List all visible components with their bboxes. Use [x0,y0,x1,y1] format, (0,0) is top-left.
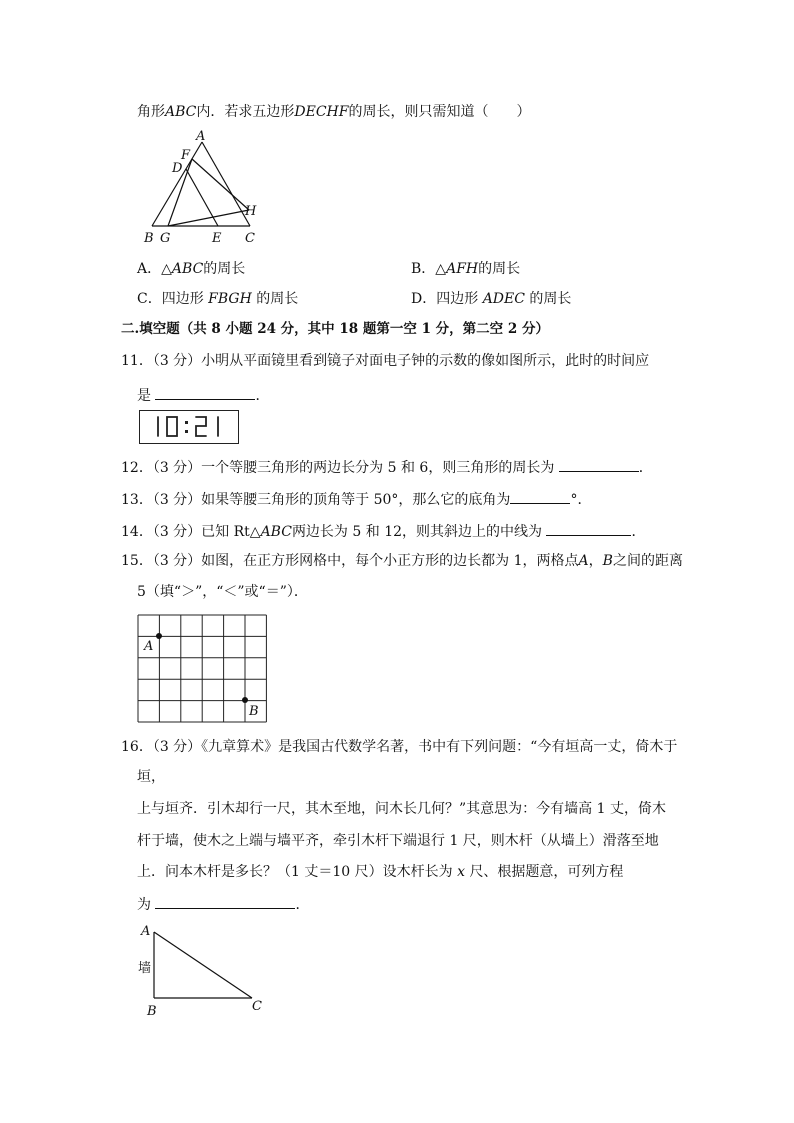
line-FH [192,159,249,210]
wall-label-text: 墙 [138,961,152,976]
q16-line4: 杆于墙，使木之上端与墙平齐，牵引木杆下端退行 1 尺，则木杆（从墙上）滑落至地 [137,833,659,849]
clock-digits [140,411,237,442]
clock-colon-bottom [185,430,188,433]
q16-answer-blank[interactable] [155,894,295,909]
fig-label-b: B [144,231,154,246]
q11-answer-blank[interactable] [155,385,255,400]
line-GH [168,210,249,226]
q16-line2: 垣， [137,769,165,785]
q16-wall-figure [134,920,274,1020]
grid-label-b: B [249,704,259,719]
mirror-clock-display [139,410,239,444]
q10-triangle-figure [136,128,266,250]
q10-stem-tri: ABC [165,104,197,120]
q10-stem-post: 的周长，则只需知道（ ） [348,104,531,120]
q16-line5: 上．问本木杆是多长？（1 丈＝10 尺）设木杆长为 x 尺、根据题意，可列方程 [137,864,624,880]
grid-point-a [156,633,162,639]
q12-line: 12．（3 分）一个等腰三角形的两边长分为 5 和 6，则三角形的周长为 ． [121,457,653,477]
q15-line2: 5（填“＞”，“＜”或“＝”）． [137,584,308,600]
q10-stem-mid: 内．若求五边形 [196,104,295,120]
q11-line2: 是 ． [137,385,269,405]
clock-digit-0 [167,417,177,436]
q10-option-b[interactable]: B．△AFH的周长 [411,261,521,277]
q14-line: 14．（3 分）已知 Rt△ABC两边长为 5 和 12，则其斜边上的中线为 ． [121,521,645,541]
q10-stem-pre: 角形 [137,104,165,120]
q15-line1: 15．（3 分）如图，在正方形网格中，每个小正方形的边长都为 1，两格点A，B之间的距离 [121,553,683,569]
grid-point-b [242,697,248,703]
fig-label-g: G [160,231,171,246]
fig-label-d: D [172,161,183,176]
q16-line3: 上与垣齐．引木却行一尺，其木至地，问木长几何？”其意思为：今有墙高 1 丈，倚木 [137,801,666,817]
wall-label-a: A [141,924,151,939]
q13-line: 13．（3 分）如果等腰三角形的顶角等于 50°，那么它的底角为 °． [121,489,591,509]
clock-display-text [237,411,238,412]
q16-line1: 16．（3 分）《九章算术》是我国古代数学名著，书中有下列问题：“今有垣高一丈，倚木于 [121,739,678,755]
line-AC [202,142,250,226]
q10-stem-pent: DECHF [294,104,349,120]
q11-line1: 11．（3 分）小明从平面镜里看到镜子对面电子钟的示数的像如图所示，此时的时间应 [121,353,650,369]
grid-label-a: A [144,639,154,654]
fig-label-h: H [245,204,257,219]
wall-label-b: B [147,1004,157,1019]
q16-line6: 为 ． [137,894,309,914]
q10-option-d[interactable]: D．四边形 ADEC 的周长 [411,291,572,307]
fig-label-a: A [196,129,206,144]
wall-label-c: C [252,999,262,1014]
q10-stem [137,103,530,121]
q15-grid-figure [137,614,269,724]
fig-label-c: C [245,231,255,246]
section-2-title: 二.填空题（共 8 小题 24 分，其中 18 题第一空 1 分，第二空 2 分） [121,321,549,337]
fig-label-e: E [212,231,222,246]
q10-option-a[interactable]: A．△ABC的周长 [137,261,246,277]
q10-option-c[interactable]: C．四边形 FBGH 的周长 [137,291,299,307]
fig-label-f: F [181,148,191,163]
q13-answer-blank[interactable] [510,489,570,504]
pole-line-ac [154,932,252,998]
clock-colon-top [185,421,188,424]
clock-digit-2 [196,417,206,436]
q12-answer-blank[interactable] [559,457,639,472]
q14-answer-blank[interactable] [546,521,631,536]
